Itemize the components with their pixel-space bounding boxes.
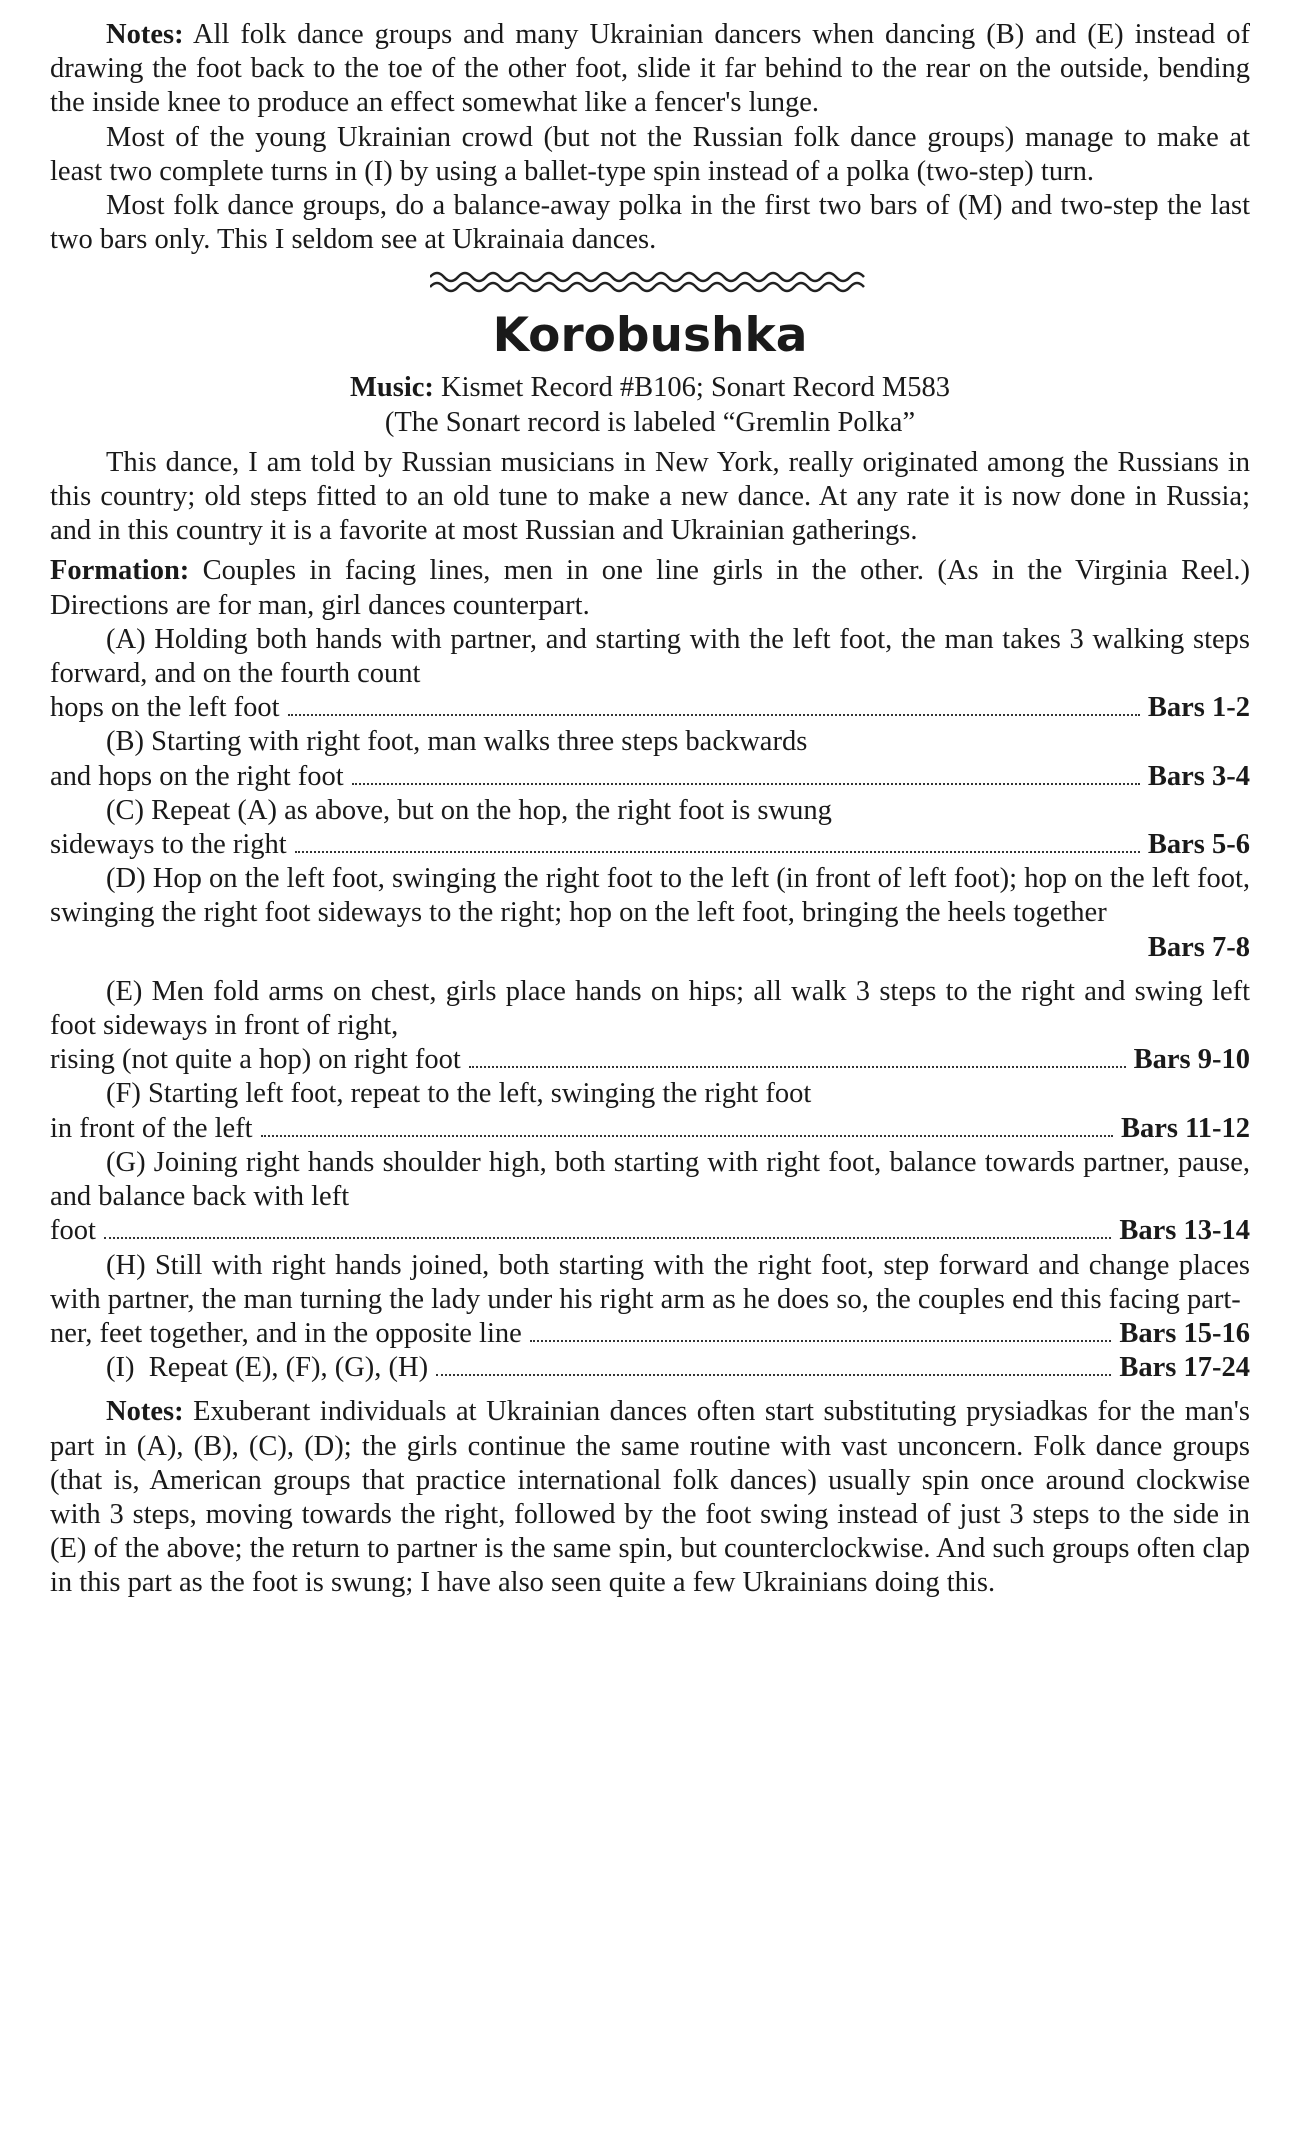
step-tail-line [50,691,1250,725]
dotted-leader [104,1237,1111,1239]
step-body: Starting left foot, repeat to the left, swinging the right foot [147,1078,812,1110]
top-notes-paragraph-2: Most of the young Ukrainian crowd (but not the Russian folk dance groups) manage to make at least two complete turns in (I) by using a ballet-type spin instead of a polka (two-step) turn. [50,121,1250,187]
step-h [50,1249,1250,1352]
step-text [50,623,1250,691]
step-tail: ner, feet together, and in the opposite line [50,1317,522,1349]
step-bars: Bars 5-6 [1147,829,1250,861]
step-bars: Bars 17-24 [1119,1352,1250,1384]
step-id: (G) [106,1146,146,1178]
step-body: Men fold arms on chest, girls place hands on hips; all walk 3 steps to the right and swing left foot sideways in front of right, [50,975,1250,1042]
step-g [50,1146,1250,1249]
dotted-leader [436,1374,1111,1376]
step-bars: Bars 13-14 [1119,1215,1250,1247]
formation-paragraph [50,554,1250,622]
step-id: (H) [106,1249,146,1281]
step-body: Still with right hands joined, both starting with the right foot, step forward and change places with partner, the man turning the lady under his right arm as he does so, the couples end this facing part- [50,1249,1251,1315]
step-text [50,725,1250,759]
dotted-leader [261,1135,1113,1137]
formation-text: Couples in facing lines, men in one line girls in the other. (As in the Virginia Reel.) Directions are for man, girl dances counterpart. [50,555,1250,621]
bottom-notes-paragraph [50,1395,1250,1600]
music-records: Kismet Record #B106; Sonart Record M583 [441,372,950,404]
step-bars: Bars 3-4 [1147,760,1250,792]
record-note: (The Sonart record is labeled “Gremlin Polka” [384,406,916,438]
step-tail-line [50,1214,1250,1248]
step-tail: rising (not quite a hop) on right foot [50,1044,461,1076]
step-tail: and hops on the right foot [50,760,344,792]
step-bars: Bars 15-16 [1119,1317,1250,1349]
step-tail-line [50,1112,1250,1146]
step-id: (I) [106,1352,135,1384]
wavy-divider-ornament [430,267,870,297]
step-b [50,725,1250,793]
step-body: Starting with right foot, man walks three steps backwards [151,726,808,758]
step-c [50,794,1250,862]
step-text [50,1077,1250,1111]
step-tail-line [50,760,1250,794]
formation-label: Formation: [50,555,190,587]
step-a [50,623,1250,726]
music-line [50,371,1250,405]
dotted-leader [469,1066,1126,1068]
step-id: (B) [106,726,144,758]
step-id: (C) [106,794,144,826]
step-tail: Repeat (E), (F), (G), (H) [148,1352,429,1384]
top-notes-label: Notes: [106,19,184,50]
step-tail: in front of the left [50,1112,253,1144]
dotted-leader [352,783,1140,785]
step-body: Joining right hands shoulder high, both starting with right foot, balance towards partner, pause, and balance back with left [50,1146,1250,1213]
step-e [50,975,1250,1078]
step-text [50,1249,1250,1317]
dotted-leader [295,851,1140,853]
step-tail: hops on the left foot [50,692,280,724]
top-notes-paragraph-1 [50,18,1250,121]
step-body: Hop on the left foot, swinging the right foot to the left (in front of left foot); hop on the left foot, swinging the right foot sideways to the right; hop on the left foot, bringing the heels together [50,863,1251,929]
step-d [50,862,1250,965]
bottom-notes-text: Exuberant individuals at Ukrainian dances often start substituting prysiadkas for the man's part in (A), (B), (C), (D); the girls continue the same routine with vast unconcern. Folk dance groups (that is, American groups that practice international folk dances) usually spin once around clockwise with 3 steps, moving towards the right, followed by the foot swing instead of just 3 steps to the side in (E) of the above; the return to partner is the same spin, but counterclockwise. And such groups often clap in this part as the foot is swung; I have also seen quite a few Ukrainians doing this. [50,1396,1250,1599]
step-text [50,862,1250,930]
step-body: Repeat (A) as above, but on the hop, the right foot is swung [151,794,832,826]
step-text [50,1146,1250,1214]
step-tail: foot [50,1215,96,1247]
step-id: (D) [106,863,146,895]
music-label: Music: [349,372,434,404]
step-tail: sideways to the right [50,829,287,861]
step-text [50,975,1250,1043]
step-body: Holding both hands with partner, and starting with the left foot, the man takes 3 walking steps forward, and on the fourth count [50,623,1251,690]
bottom-notes-label: Notes: [106,1396,184,1428]
dance-title: Korobushka [492,308,808,364]
top-notes-paragraph-3: Most folk dance groups, do a balance-away polka in the first two bars of (M) and two-step the last two bars only. This I seldom see at Ukrainaia dances. [50,190,1250,256]
dotted-leader [288,714,1140,716]
step-f [50,1077,1250,1145]
step-bars: Bars 7-8 [1147,931,1250,963]
step-tail-line [50,1317,1250,1351]
top-notes-text-1: All folk dance groups and many Ukrainian dancers when dancing (B) and (E) instead of drawing the foot back to the toe of the other foot, slide it far behind to the rear on the outside, bending the inside knee to produce an effect somewhat like a fencer's lunge. [50,19,1251,119]
step-tail-line [50,828,1250,862]
step-bars: Bars 9-10 [1133,1044,1250,1076]
step-text [50,794,1250,828]
step-bars: Bars 1-2 [1147,692,1250,724]
step-i [50,1351,1250,1385]
step-id: (F) [106,1078,141,1110]
step-tail-line [50,1043,1250,1077]
step-bars: Bars 11-12 [1120,1112,1250,1144]
step-tail-line [50,1351,1250,1385]
dotted-leader [530,1340,1112,1342]
step-id: (A) [106,623,146,655]
step-id: (E) [106,975,143,1007]
document-page [50,18,1250,1601]
intro-paragraph: This dance, I am told by Russian musicians in New York, really originated among the Russians in this country; old steps fitted to an old tune to make a new dance. At any rate it is now done in Russia; and in this country it is a favorite at most Russian and Ukrainian gatherings. [50,446,1250,547]
